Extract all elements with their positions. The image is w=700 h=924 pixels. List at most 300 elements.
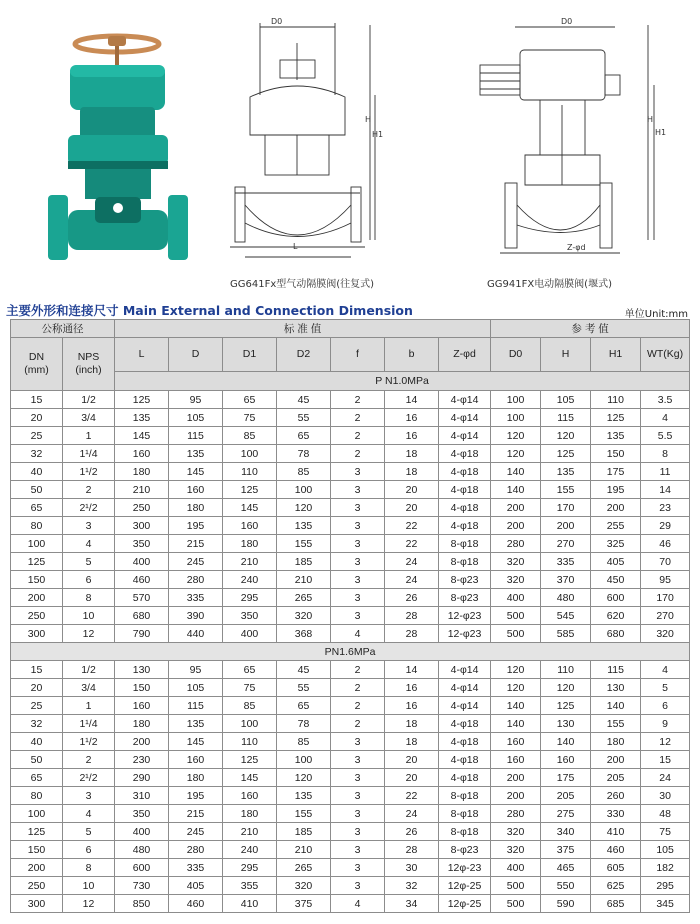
table-cell: 730	[115, 877, 169, 895]
table-cell: 350	[223, 607, 277, 625]
table-row	[11, 805, 690, 823]
table-cell: 280	[169, 841, 223, 859]
table-cell: 410	[223, 895, 277, 913]
table-row	[11, 769, 690, 787]
pressure-label-pn10: P N1.0MPa	[115, 372, 690, 391]
table-cell: 335	[169, 589, 223, 607]
table-cell: 16	[385, 679, 439, 697]
table-cell: 1/2	[63, 661, 115, 679]
electric-valve-drawing	[470, 15, 670, 265]
table-cell: 125	[541, 445, 591, 463]
table-cell: 8-φ23	[439, 841, 491, 859]
table-cell: 24	[385, 805, 439, 823]
table-row	[11, 499, 690, 517]
table-cell: 3	[331, 805, 385, 823]
table-cell: 135	[115, 409, 169, 427]
table-cell: 140	[491, 481, 541, 499]
table-cell: 590	[541, 895, 591, 913]
table-cell: 18	[385, 463, 439, 481]
table-cell: 4	[63, 805, 115, 823]
table-cell: 15	[11, 661, 63, 679]
table-cell: 405	[591, 553, 641, 571]
table-cell: 8-φ23	[439, 589, 491, 607]
table-cell: 12-φ23	[439, 607, 491, 625]
table-cell: 20	[385, 751, 439, 769]
table-cell: 12	[63, 625, 115, 643]
table-cell: 85	[223, 427, 277, 445]
table-cell: 140	[541, 733, 591, 751]
table-cell: 3.5	[641, 391, 690, 409]
table-cell: 80	[11, 517, 63, 535]
table-cell: 45	[277, 391, 331, 409]
table-cell: 55	[277, 409, 331, 427]
table-cell: 2	[63, 751, 115, 769]
table-cell: 200	[591, 751, 641, 769]
table-cell: 26	[385, 823, 439, 841]
table-row	[11, 895, 690, 913]
col-header-d: D	[169, 338, 223, 372]
table-cell: 4-φ18	[439, 769, 491, 787]
table-cell: 545	[541, 607, 591, 625]
table-cell: 4-φ18	[439, 733, 491, 751]
table-cell: 20	[11, 679, 63, 697]
table-cell: 16	[385, 697, 439, 715]
table-row	[11, 715, 690, 733]
table-cell: 5	[63, 823, 115, 841]
group-header-standard: 标 准 值	[115, 320, 491, 338]
table-cell: 4-φ18	[439, 517, 491, 535]
table-cell: 24	[641, 769, 690, 787]
table-cell: 4-φ14	[439, 679, 491, 697]
table-cell: 4-φ18	[439, 499, 491, 517]
table-cell: 320	[491, 553, 541, 571]
table-cell: 685	[591, 895, 641, 913]
table-cell: 300	[11, 895, 63, 913]
table-cell: 3	[331, 841, 385, 859]
table-cell: 300	[115, 517, 169, 535]
table-cell: 3	[331, 517, 385, 535]
table-cell: 100	[223, 445, 277, 463]
table-cell: 4	[641, 661, 690, 679]
table-cell: 32	[11, 445, 63, 463]
table-cell: 28	[385, 625, 439, 643]
table-cell: 100	[11, 535, 63, 553]
table-cell: 240	[223, 841, 277, 859]
table-cell: 160	[115, 445, 169, 463]
table-cell: 145	[169, 463, 223, 481]
table-cell: 40	[11, 733, 63, 751]
table-cell: 200	[491, 769, 541, 787]
table-cell: 465	[541, 859, 591, 877]
table-cell: 75	[223, 409, 277, 427]
table-row	[11, 607, 690, 625]
table-cell: 155	[591, 715, 641, 733]
table-cell: 135	[277, 787, 331, 805]
table-cell: 18	[385, 445, 439, 463]
table-cell: 50	[11, 481, 63, 499]
table-cell: 18	[385, 733, 439, 751]
table-cell: 5	[641, 679, 690, 697]
group-header-nominal: 公称通径	[11, 320, 115, 338]
table-cell: 200	[115, 733, 169, 751]
table-cell: 460	[169, 895, 223, 913]
table-cell: 125	[541, 697, 591, 715]
table-cell: 320	[641, 625, 690, 643]
table-row	[11, 661, 690, 679]
table-cell: 195	[169, 787, 223, 805]
table-cell: 410	[591, 823, 641, 841]
table-row	[11, 427, 690, 445]
table-cell: 2	[331, 427, 385, 445]
col-header-h1: H1	[591, 338, 641, 372]
table-cell: 120	[491, 445, 541, 463]
dim-label: H1	[655, 128, 667, 137]
table-cell: 65	[277, 427, 331, 445]
table-cell: 3	[331, 751, 385, 769]
table-cell: 295	[641, 877, 690, 895]
table-cell: 32	[385, 877, 439, 895]
table-cell: 4	[331, 895, 385, 913]
table-cell: 105	[541, 391, 591, 409]
table-cell: 160	[541, 751, 591, 769]
table-cell: 100	[11, 805, 63, 823]
table-cell: 70	[641, 553, 690, 571]
table-cell: 135	[277, 517, 331, 535]
table-cell: 300	[11, 625, 63, 643]
table-cell: 22	[385, 517, 439, 535]
table-cell: 105	[169, 679, 223, 697]
table-cell: 550	[541, 877, 591, 895]
col-header-l: L	[115, 338, 169, 372]
table-cell: 4	[641, 409, 690, 427]
table-cell: 215	[169, 805, 223, 823]
table-row	[11, 589, 690, 607]
table-cell: 30	[385, 859, 439, 877]
table-cell: 180	[223, 535, 277, 553]
table-cell: 1/2	[63, 391, 115, 409]
table-cell: 4-φ18	[439, 481, 491, 499]
table-cell: 620	[591, 607, 641, 625]
table-cell: 480	[115, 841, 169, 859]
table-cell: 3	[331, 463, 385, 481]
table-cell: 130	[541, 715, 591, 733]
table-cell: 160	[169, 481, 223, 499]
table-cell: 2	[331, 697, 385, 715]
table-cell: 3/4	[63, 409, 115, 427]
table-cell: 585	[541, 625, 591, 643]
table-cell: 78	[277, 445, 331, 463]
table-cell: 30	[641, 787, 690, 805]
table-cell: 570	[115, 589, 169, 607]
table-cell: 1¹/2	[63, 463, 115, 481]
table-cell: 4-φ18	[439, 751, 491, 769]
table-cell: 20	[11, 409, 63, 427]
table-cell: 85	[277, 733, 331, 751]
table-cell: 16	[385, 427, 439, 445]
col-header-nps: NPS (inch)	[63, 338, 115, 391]
table-cell: 3	[63, 787, 115, 805]
table-cell: 355	[223, 877, 277, 895]
table-cell: 2¹/2	[63, 499, 115, 517]
table-row	[11, 751, 690, 769]
table-cell: 3	[331, 571, 385, 589]
table-cell: 2	[331, 679, 385, 697]
table-cell: 605	[591, 859, 641, 877]
table-cell: 200	[11, 589, 63, 607]
table-cell: 368	[277, 625, 331, 643]
table-cell: 200	[541, 517, 591, 535]
pn16-section	[11, 661, 690, 913]
table-cell: 185	[277, 553, 331, 571]
table-cell: 320	[491, 841, 541, 859]
pn10-section	[11, 391, 690, 643]
table-cell: 8-φ23	[439, 571, 491, 589]
table-cell: 65	[277, 697, 331, 715]
table-cell: 65	[11, 769, 63, 787]
table-cell: 200	[491, 517, 541, 535]
table-cell: 28	[385, 607, 439, 625]
table-row	[11, 553, 690, 571]
table-cell: 8	[641, 445, 690, 463]
table-cell: 160	[491, 733, 541, 751]
table-cell: 120	[541, 427, 591, 445]
col-header-h: H	[541, 338, 591, 372]
table-cell: 4-φ14	[439, 409, 491, 427]
table-cell: 255	[591, 517, 641, 535]
table-cell: 5	[63, 553, 115, 571]
table-cell: 260	[591, 787, 641, 805]
table-cell: 135	[169, 715, 223, 733]
table-cell: 150	[11, 841, 63, 859]
table-cell: 4-φ14	[439, 427, 491, 445]
table-cell: 80	[11, 787, 63, 805]
table-cell: 22	[385, 535, 439, 553]
table-cell: 1¹/4	[63, 445, 115, 463]
table-cell: 2	[331, 445, 385, 463]
table-cell: 16	[385, 409, 439, 427]
table-cell: 4	[63, 535, 115, 553]
table-cell: 1¹/4	[63, 715, 115, 733]
table-cell: 205	[591, 769, 641, 787]
table-cell: 85	[277, 463, 331, 481]
table-cell: 3	[331, 499, 385, 517]
table-cell: 4-φ14	[439, 697, 491, 715]
table-cell: 625	[591, 877, 641, 895]
table-cell: 8-φ18	[439, 787, 491, 805]
table-row	[11, 463, 690, 481]
table-cell: 15	[641, 751, 690, 769]
table-cell: 180	[169, 499, 223, 517]
table-cell: 325	[591, 535, 641, 553]
table-cell: 200	[491, 499, 541, 517]
table-cell: 3	[331, 769, 385, 787]
table-cell: 295	[223, 589, 277, 607]
table-cell: 50	[11, 751, 63, 769]
table-cell: 155	[277, 805, 331, 823]
table-cell: 155	[541, 481, 591, 499]
table-cell: 200	[11, 859, 63, 877]
table-row	[11, 409, 690, 427]
table-cell: 270	[641, 607, 690, 625]
table-cell: 4-φ18	[439, 715, 491, 733]
table-cell: 9	[641, 715, 690, 733]
table-cell: 145	[115, 427, 169, 445]
table-cell: 2	[331, 661, 385, 679]
table-cell: 110	[223, 733, 277, 751]
table-cell: 125	[11, 823, 63, 841]
table-cell: 400	[491, 859, 541, 877]
table-cell: 2	[63, 481, 115, 499]
table-cell: 140	[491, 697, 541, 715]
table-cell: 245	[169, 553, 223, 571]
table-cell: 160	[223, 787, 277, 805]
col-header-f: f	[331, 338, 385, 372]
table-cell: 85	[223, 697, 277, 715]
table-cell: 240	[223, 571, 277, 589]
table-cell: 400	[115, 823, 169, 841]
table-cell: 155	[277, 535, 331, 553]
table-cell: 175	[541, 769, 591, 787]
table-cell: 215	[169, 535, 223, 553]
table-cell: 600	[591, 589, 641, 607]
table-cell: 125	[591, 409, 641, 427]
table-cell: 3	[63, 517, 115, 535]
table-cell: 200	[491, 787, 541, 805]
table-cell: 850	[115, 895, 169, 913]
table-cell: 150	[11, 571, 63, 589]
table-cell: 320	[491, 823, 541, 841]
table-cell: 150	[591, 445, 641, 463]
table-cell: 320	[277, 607, 331, 625]
valve-photo	[40, 25, 190, 275]
table-cell: 45	[277, 661, 331, 679]
table-cell: 170	[541, 499, 591, 517]
pneumatic-valve-drawing	[225, 15, 385, 265]
table-cell: 160	[169, 751, 223, 769]
table-cell: 12-φ23	[439, 625, 491, 643]
table-cell: 180	[169, 769, 223, 787]
table-cell: 110	[541, 661, 591, 679]
table-cell: 3	[331, 877, 385, 895]
table-cell: 65	[11, 499, 63, 517]
table-cell: 100	[277, 481, 331, 499]
caption-electric: GG941FX电动隔膜阀(堰式)	[487, 279, 612, 290]
table-row	[11, 571, 690, 589]
table-cell: 150	[115, 679, 169, 697]
table-cell: 3	[331, 553, 385, 571]
table-cell: 75	[641, 823, 690, 841]
table-cell: 320	[277, 877, 331, 895]
table-cell: 24	[385, 553, 439, 571]
table-cell: 14	[385, 661, 439, 679]
dim-label: H1	[372, 130, 384, 139]
caption-pneumatic: GG641Fx型气动隔膜阀(往复式)	[230, 279, 375, 290]
table-cell: 8	[63, 589, 115, 607]
table-cell: 180	[223, 805, 277, 823]
table-cell: 145	[223, 769, 277, 787]
table-cell: 500	[491, 607, 541, 625]
table-cell: 25	[11, 697, 63, 715]
table-row	[11, 823, 690, 841]
table-cell: 375	[277, 895, 331, 913]
table-cell: 140	[491, 715, 541, 733]
table-cell: 500	[491, 895, 541, 913]
table-cell: 12φ-23	[439, 859, 491, 877]
table-cell: 295	[223, 859, 277, 877]
table-cell: 210	[277, 841, 331, 859]
col-header-dn: DN (mm)	[11, 338, 63, 391]
table-cell: 145	[169, 733, 223, 751]
table-cell: 22	[385, 787, 439, 805]
table-row	[11, 859, 690, 877]
table-cell: 400	[115, 553, 169, 571]
table-cell: 25	[11, 427, 63, 445]
table-cell: 265	[277, 589, 331, 607]
table-cell: 2	[331, 715, 385, 733]
table-cell: 130	[591, 679, 641, 697]
table-cell: 250	[11, 877, 63, 895]
table-cell: 145	[223, 499, 277, 517]
table-cell: 48	[641, 805, 690, 823]
table-cell: 280	[169, 571, 223, 589]
table-cell: 12	[63, 895, 115, 913]
table-row	[11, 391, 690, 409]
table-cell: 110	[591, 391, 641, 409]
table-cell: 120	[541, 679, 591, 697]
table-cell: 265	[277, 859, 331, 877]
table-cell: 400	[223, 625, 277, 643]
table-cell: 40	[11, 463, 63, 481]
table-cell: 29	[641, 517, 690, 535]
table-cell: 34	[385, 895, 439, 913]
table-cell: 270	[541, 535, 591, 553]
table-cell: 24	[385, 571, 439, 589]
table-cell: 460	[591, 841, 641, 859]
table-cell: 105	[169, 409, 223, 427]
table-cell: 135	[169, 445, 223, 463]
table-cell: 350	[115, 535, 169, 553]
table-cell: 125	[115, 391, 169, 409]
table-row	[11, 733, 690, 751]
table-cell: 8-φ18	[439, 553, 491, 571]
col-header-d0: D0	[491, 338, 541, 372]
table-cell: 345	[641, 895, 690, 913]
table-cell: 3	[331, 589, 385, 607]
table-cell: 65	[223, 391, 277, 409]
table-cell: 275	[541, 805, 591, 823]
table-cell: 500	[491, 625, 541, 643]
table-cell: 1	[63, 697, 115, 715]
table-cell: 3	[331, 607, 385, 625]
table-cell: 95	[169, 391, 223, 409]
table-cell: 20	[385, 499, 439, 517]
col-header-wt: WT(Kg)	[641, 338, 690, 372]
table-cell: 135	[541, 463, 591, 481]
table-cell: 330	[591, 805, 641, 823]
dim-label: H	[365, 115, 372, 124]
table-cell: 175	[591, 463, 641, 481]
table-cell: 15	[11, 391, 63, 409]
table-cell: 375	[541, 841, 591, 859]
table-cell: 2¹/2	[63, 769, 115, 787]
table-cell: 280	[491, 535, 541, 553]
table-cell: 105	[641, 841, 690, 859]
table-cell: 8-φ18	[439, 805, 491, 823]
table-cell: 200	[591, 499, 641, 517]
table-cell: 185	[277, 823, 331, 841]
table-cell: 125	[11, 553, 63, 571]
table-cell: 680	[591, 625, 641, 643]
